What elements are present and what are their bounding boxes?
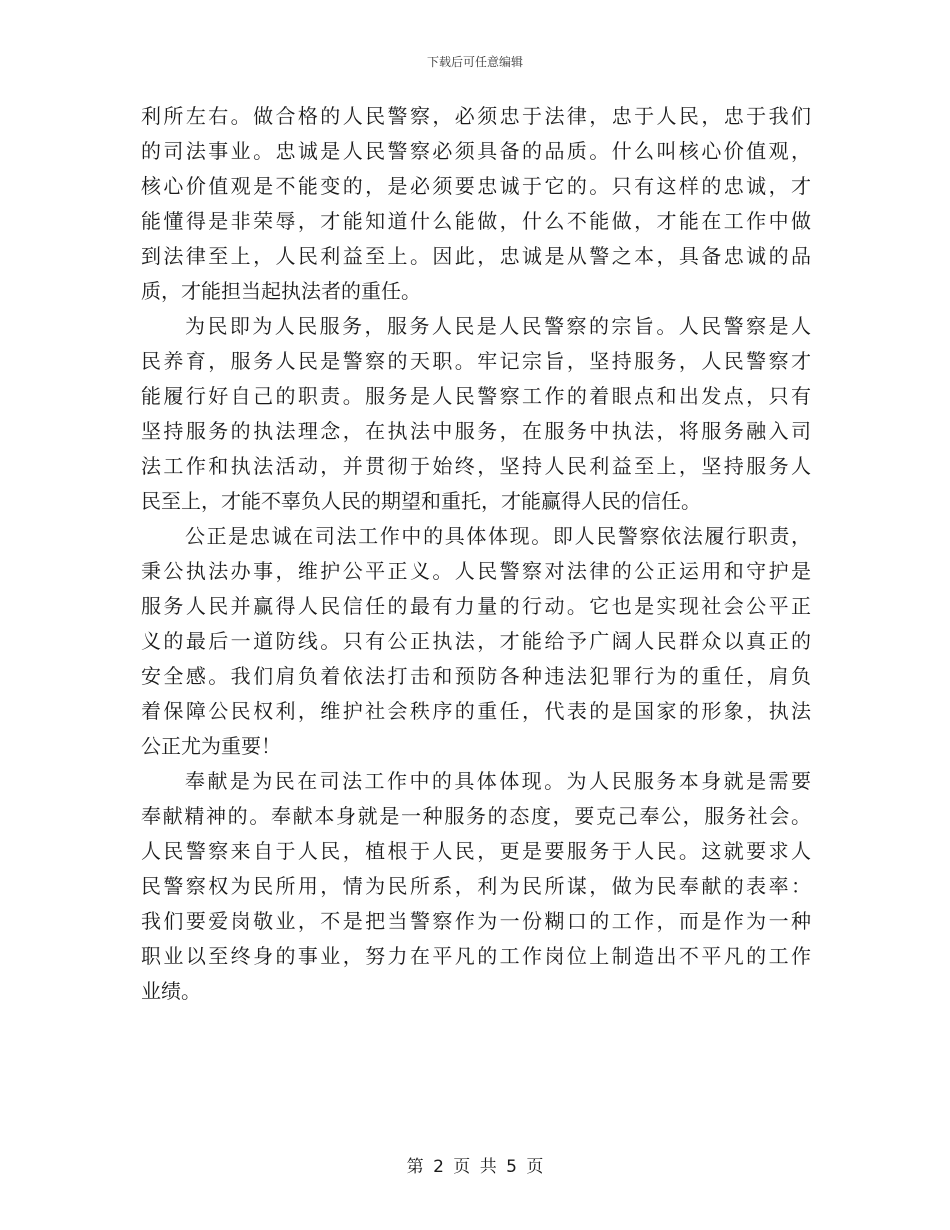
paragraph-line: 利所左右。做合格的人民警察，必须忠于法律，忠于人民，忠于我们 bbox=[141, 104, 811, 128]
paragraph-line: 核心价值观是不能变的，是必须要忠诚于它的。只有这样的忠诚，才 bbox=[141, 174, 811, 198]
paragraph-line: 的司法事业。忠诚是人民警察必须具备的品质。什么叫核心价值观， bbox=[141, 139, 811, 163]
paragraph bbox=[141, 764, 811, 1009]
page-header: 下载后可任意编辑 bbox=[426, 55, 523, 69]
paragraph-line: 坚持服务的执法理念，在执法中服务，在服务中执法，将服务融入司 bbox=[141, 419, 811, 443]
paragraph-line: 公正是忠诚在司法工作中的具体体现。即人民警察依法履行职责， bbox=[185, 524, 811, 548]
paragraph-line: 着保障公民权利，维护社会秩序的重任，代表的是国家的形象，执法 bbox=[141, 699, 811, 723]
paragraph-line: 人民警察来自于人民，植根于人民，更是要服务于人民。这就要求人 bbox=[141, 839, 811, 863]
paragraph-line: 安全感。我们肩负着依法打击和预防各种违法犯罪行为的重任，肩负 bbox=[141, 664, 811, 688]
paragraph-line: 服务人民并赢得人民信任的最有力量的行动。它也是实现社会公平正 bbox=[141, 594, 811, 618]
paragraph bbox=[141, 519, 811, 764]
paragraph-line: 奉献是为民在司法工作中的具体体现。为人民服务本身就是需要 bbox=[185, 769, 811, 793]
paragraph-line: 民养育，服务人民是警察的天职。牢记宗旨，坚持服务，人民警察才 bbox=[141, 349, 811, 373]
paragraph-line: 秉公执法办事，维护公平正义。人民警察对法律的公正运用和守护是 bbox=[141, 559, 811, 583]
paragraph-line: 能履行好自己的职责。服务是人民警察工作的着眼点和出发点，只有 bbox=[141, 384, 811, 408]
paragraph-line: 职业以至终身的事业，努力在平凡的工作岗位上制造出不平凡的工作 bbox=[141, 944, 811, 968]
paragraph bbox=[141, 99, 811, 309]
paragraph-line: 义的最后一道防线。只有公正执法，才能给予广阔人民群众以真正的 bbox=[141, 629, 811, 653]
paragraph-line: 民警察权为民所用，情为民所系，利为民所谋，做为民奉献的表率： bbox=[141, 874, 811, 898]
page-number-footer: 第 2 页 共 5 页 bbox=[406, 1157, 544, 1177]
paragraph-line: 奉献精神的。奉献本身就是一种服务的态度，要克己奉公，服务社会。 bbox=[141, 804, 811, 828]
paragraph-line: 为民即为人民服务，服务人民是人民警察的宗旨。人民警察是人 bbox=[185, 314, 811, 338]
paragraph-line: 质，才能担当起执法者的重任。 bbox=[141, 279, 421, 303]
paragraph-line: 民至上，才能不辜负人民的期望和重托，才能赢得人民的信任。 bbox=[141, 489, 701, 513]
paragraph-line: 法工作和执法活动，并贯彻于始终，坚持人民利益至上，坚持服务人 bbox=[141, 454, 811, 478]
document-body bbox=[141, 99, 811, 1009]
paragraph-line: 能懂得是非荣辱，才能知道什么能做，什么不能做，才能在工作中做 bbox=[141, 209, 811, 233]
paragraph-line: 我们要爱岗敬业，不是把当警察作为一份糊口的工作，而是作为一种 bbox=[141, 909, 811, 933]
paragraph-line: 公正尤为重要！ bbox=[141, 734, 281, 758]
paragraph-line: 到法律至上，人民利益至上。因此，忠诚是从警之本，具备忠诚的品 bbox=[141, 244, 811, 268]
paragraph bbox=[141, 309, 811, 519]
paragraph-line: 业绩。 bbox=[141, 979, 201, 1003]
